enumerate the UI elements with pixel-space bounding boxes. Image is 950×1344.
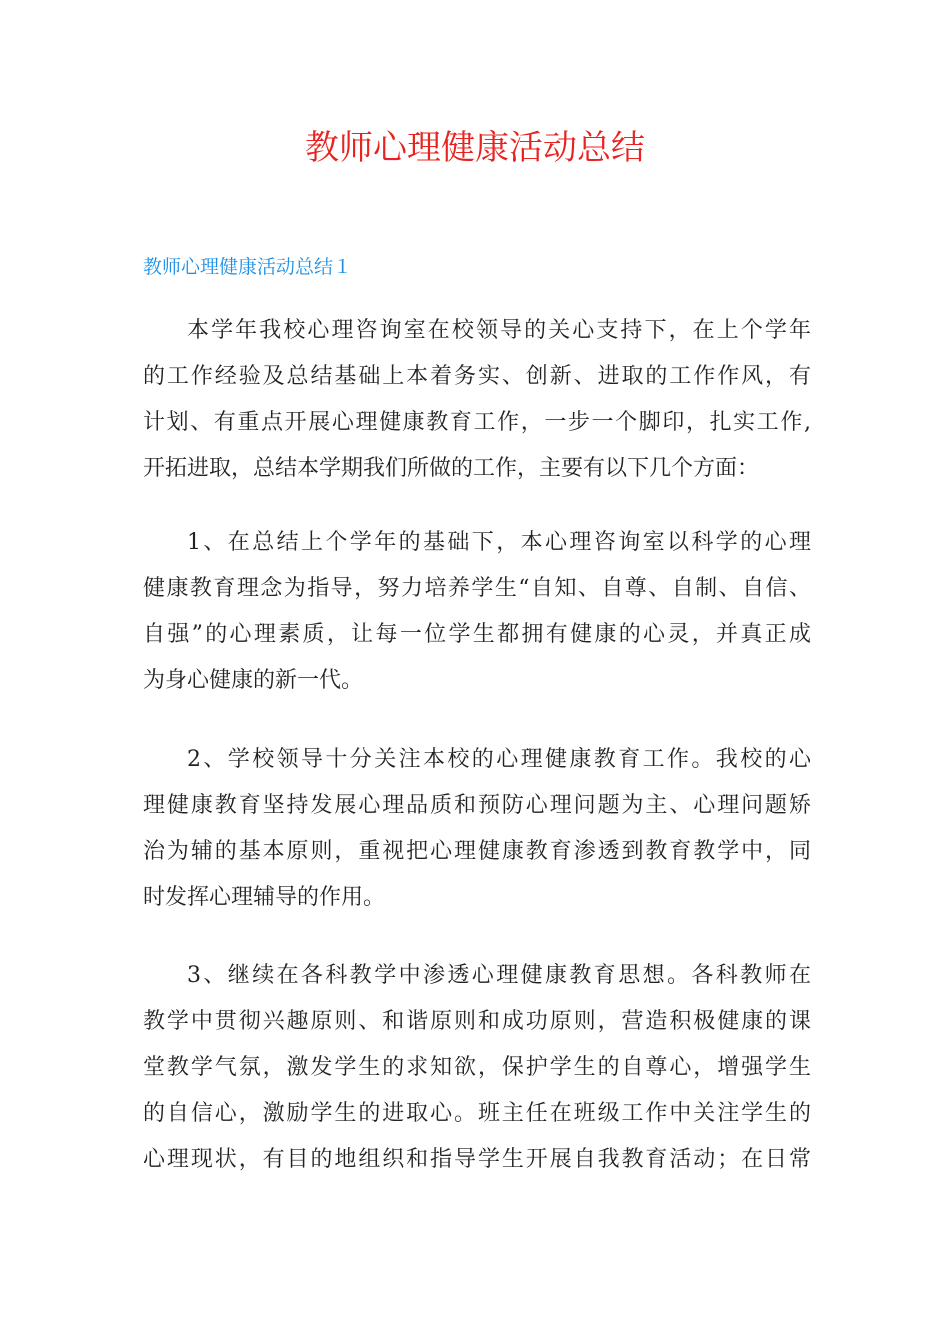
paragraph-3	[143, 737, 811, 921]
paragraph-line: 开拓进取，总结本学期我们所做的工作，主要有以下几个方面：	[143, 456, 760, 481]
paragraph-line: 治为辅的基本原则，重视把心理健康教育渗透到教育教学中，同	[143, 839, 811, 864]
paragraph-line: 健康教育理念为指导，努力培养学生“自知、自尊、自制、自信、	[143, 576, 811, 601]
section-heading: 教师心理健康活动总结１	[143, 256, 353, 278]
paragraph-line: 本学年我校心理咨询室在校领导的关心支持下，在上个学年	[187, 318, 811, 343]
paragraph-line: 自强”的心理素质，让每一位学生都拥有健康的心灵，并真正成	[143, 622, 811, 647]
paragraph-line: 计划、有重点开展心理健康教育工作，一步一个脚印，扎实工作,	[143, 410, 811, 435]
paragraph-line: 教学中贯彻兴趣原则、和谐原则和成功原则，营造积极健康的课	[143, 1009, 811, 1034]
paragraph-4	[143, 953, 811, 1183]
paragraph-line: 2、学校领导十分关注本校的心理健康教育工作。我校的心	[187, 747, 811, 772]
paragraph-line: 的工作经验及总结基础上本着务实、创新、进取的工作作风，有	[143, 364, 811, 389]
paragraph-2	[143, 520, 811, 704]
paragraph-line: 心理现状，有目的地组织和指导学生开展自我教育活动；在日常	[143, 1147, 811, 1172]
paragraph-line: 堂教学气氛，激发学生的求知欲，保护学生的自尊心，增强学生	[143, 1055, 811, 1080]
paragraph-line: 时发挥心理辅导的作用。	[143, 885, 386, 910]
paragraph-1	[143, 308, 811, 492]
paragraph-line: 的自信心，激励学生的进取心。班主任在班级工作中关注学生的	[143, 1101, 811, 1126]
document-title: 教师心理健康活动总结	[305, 128, 645, 168]
paragraph-line: 为身心健康的新一代。	[143, 668, 364, 693]
paragraph-line: 1、在总结上个学年的基础下，本心理咨询室以科学的心理	[187, 530, 811, 555]
paragraph-line: 理健康教育坚持发展心理品质和预防心理问题为主、心理问题矫	[143, 793, 811, 818]
paragraph-line: 3、继续在各科教学中渗透心理健康教育思想。各科教师在	[187, 963, 811, 988]
